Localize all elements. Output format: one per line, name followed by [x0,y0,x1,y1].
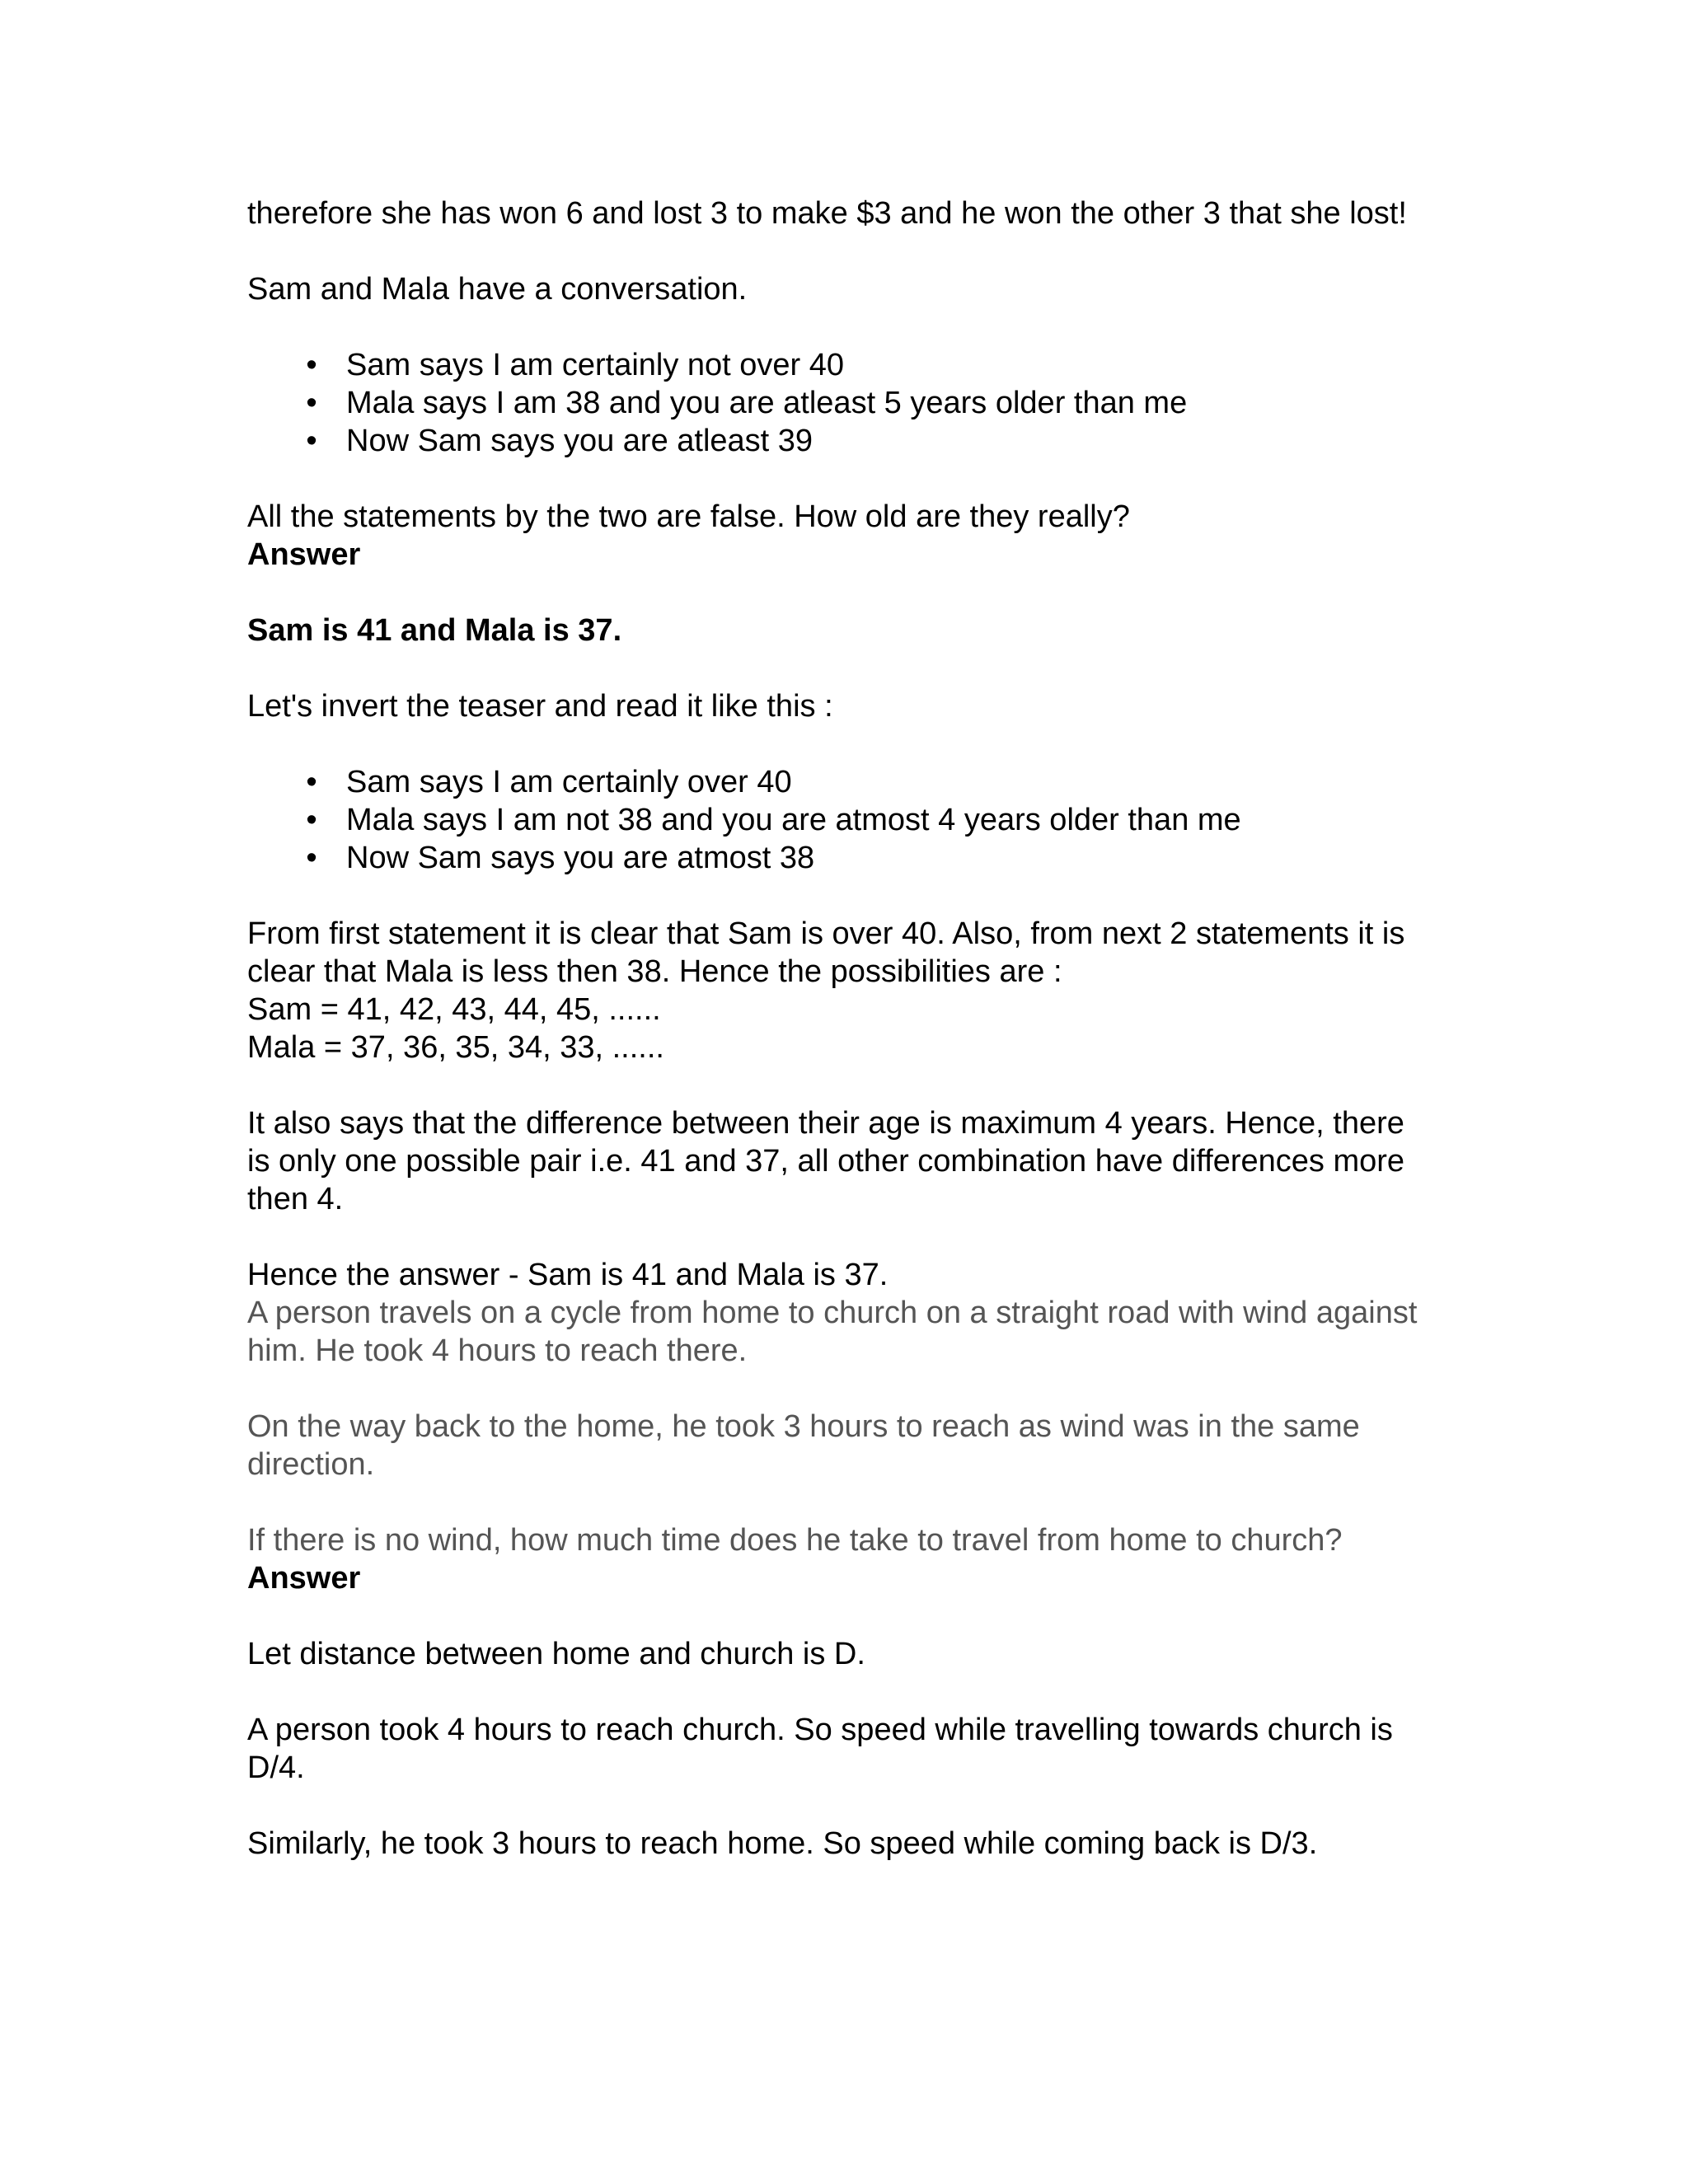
invert-intro: Let's invert the teaser and read it like this : [247,689,833,724]
mala-possibilities: Mala = 37, 36, 35, 34, 33, ...... [247,1030,664,1065]
list-item [247,346,1434,384]
bullet-icon: • [306,386,317,420]
bullet-icon: • [306,841,317,875]
bullet-icon: • [306,765,317,799]
document-body [247,194,1434,1863]
reasoning-paragraph: From first statement it is clear that Sam is over 40. Also, from next 2 statements it is clear that Mala is less then 38. Hence the possibilities are : [247,916,1405,989]
answer-heading: Answer [247,1561,361,1596]
list-item-text: Sam says I am certainly over 40 [346,765,792,799]
solution-paragraph-2: A person took 4 hours to reach church. So speed while travelling towards church is D/4. [247,1713,1393,1785]
list-item-text: Sam says I am certainly not over 40 [346,348,845,382]
conclusion-line: Hence the answer - Sam is 41 and Mala is 37. [247,1258,889,1292]
answer-heading: Answer [247,537,361,572]
puzzle1-question: All the statements by the two are false. How old are they really? [247,499,1130,534]
list-item [247,801,1434,839]
intro-paragraph: therefore she has won 6 and lost 3 to make $3 and he won the other 3 that she lost! [247,196,1407,231]
list-item-text: Mala says I am not 38 and you are atmost 4 years older than me [346,803,1241,837]
bullet-icon: • [306,424,317,458]
puzzle1-intro: Sam and Mala have a conversation. [247,272,748,307]
list-item [247,839,1434,877]
bullet-icon: • [306,803,317,837]
solution-paragraph-1: Let distance between home and church is D. [247,1637,865,1671]
solution-paragraph-3: Similarly, he took 3 hours to reach home. So speed while coming back is D/3. [247,1826,1318,1861]
list-item [247,763,1434,801]
puzzle2-paragraph-1: A person travels on a cycle from home to church on a straight road with wind against him. He took 4 hours to reach there. [247,1296,1418,1368]
puzzle1-answer: Sam is 41 and Mala is 37. [247,613,622,648]
list-item [247,422,1434,460]
list-item-text: Mala says I am 38 and you are atleast 5 years older than me [346,386,1188,420]
list-item [247,384,1434,422]
list-item-text: Now Sam says you are atleast 39 [346,424,814,458]
sam-possibilities: Sam = 41, 42, 43, 44, 45, ...... [247,992,661,1027]
difference-paragraph: It also says that the difference between their age is maximum 4 years. Hence, there is only one possible pair i.e. 41 and 37, all other combination have differences more then 4. [247,1106,1405,1216]
puzzle2-question: If there is no wind, how much time does he take to travel from home to church? [247,1523,1343,1558]
puzzle2-paragraph-2: On the way back to the home, he took 3 hours to reach as wind was in the same direction. [247,1409,1360,1482]
list-item-text: Now Sam says you are atmost 38 [346,841,815,875]
puzzle1-statement-list [247,346,1434,460]
bullet-icon: • [306,348,317,382]
inverted-statement-list [247,763,1434,877]
